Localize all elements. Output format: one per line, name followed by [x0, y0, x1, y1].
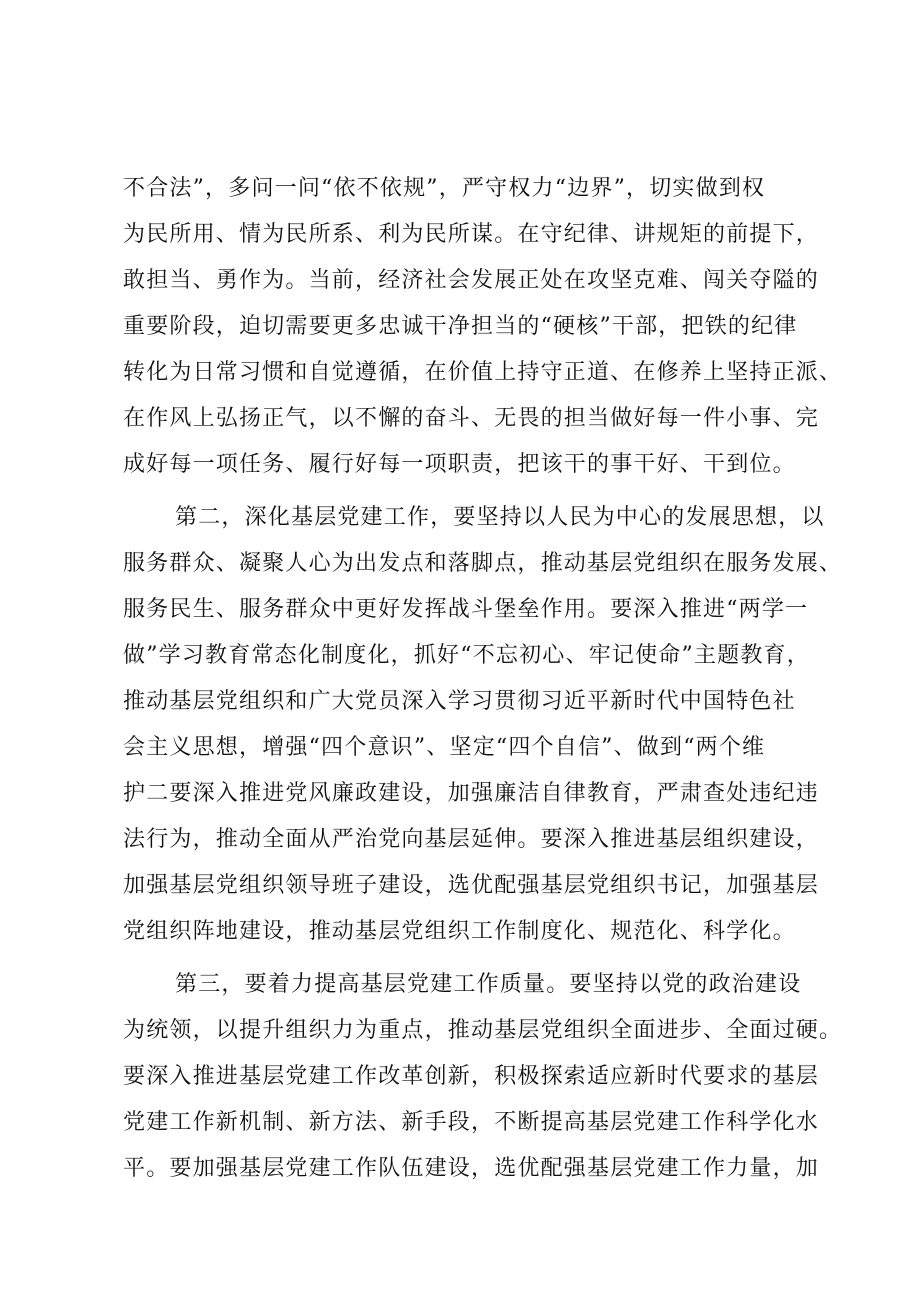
text-line: 敢担当、勇作为。当前，经济社会发展正处在攻坚克难、闯关夺隘的 [123, 268, 820, 293]
text-line: 转化为日常习惯和自觉遵循，在价值上持守正道、在修养上坚持正派、 [123, 360, 843, 385]
text-line: 第三，要着力提高基层党建工作质量。要坚持以党的政治建设 [175, 972, 802, 997]
text-line: 重要阶段，迫切需要更多忠诚干净担当的“硬核”干部，把铁的纪律 [123, 314, 798, 339]
document-body [123, 166, 843, 1192]
text-line: 法行为，推动全面从严治党向基层延伸。要深入推进基层组织建设， [123, 827, 820, 852]
text-line: 第二，深化基层党建工作，要坚持以人民为中心的发展思想，以 [175, 505, 825, 530]
text-line: 会主义思想，增强“四个意识”、坚定“四个自信”、做到“两个维 [123, 735, 766, 760]
text-line: 加强基层党组织领导班子建设，选优配强基层党组织书记，加强基层 [123, 873, 820, 898]
text-line: 在作风上弘扬正气，以不懈的奋斗、无畏的担当做好每一件小事、完 [123, 406, 820, 431]
text-line: 为民所用、情为民所系、利为民所谋。在守纪律、讲规矩的前提下， [123, 222, 820, 247]
paragraph-2 [123, 495, 843, 955]
paragraph-3 [123, 962, 843, 1192]
text-line: 做”学习教育常态化制度化，抓好“不忘初心、牢记使命”主题教育， [123, 643, 810, 668]
text-line: 平。要加强基层党建工作队伍建设，选优配强基层党建工作力量，加 [123, 1156, 820, 1181]
text-line: 服务民生、服务群众中更好发挥战斗堡垒作用。要深入推进“两学一 [123, 597, 809, 622]
text-line: 不合法”，多问一问“依不依规”，严守权力“边界”，切实做到权 [123, 176, 766, 201]
text-line: 推动基层党组织和广大党员深入学习贯彻习近平新时代中国特色社 [123, 689, 796, 714]
text-line: 党建工作新机制、新方法、新手段，不断提高基层党建工作科学化水 [123, 1110, 820, 1135]
text-line: 要深入推进基层党建工作改革创新，积极探索适应新时代要求的基层 [123, 1064, 820, 1089]
text-line: 服务群众、凝聚人心为出发点和落脚点，推动基层党组织在服务发展、 [123, 551, 843, 576]
paragraph-spacer [123, 955, 813, 962]
paragraph-1 [123, 166, 843, 488]
text-line: 成好每一项任务、履行好每一项职责，把该干的事干好、干到位。 [123, 452, 796, 477]
text-line: 护二要深入推进党风廉政建设，加强廉洁自律教育，严肃查处违纪违 [123, 781, 820, 806]
paragraph-spacer [123, 488, 813, 495]
text-line: 党组织阵地建设，推动基层党组织工作制度化、规范化、科学化。 [123, 919, 796, 944]
text-line: 为统领，以提升组织力为重点，推动基层党组织全面进步、全面过硬。 [123, 1018, 843, 1043]
